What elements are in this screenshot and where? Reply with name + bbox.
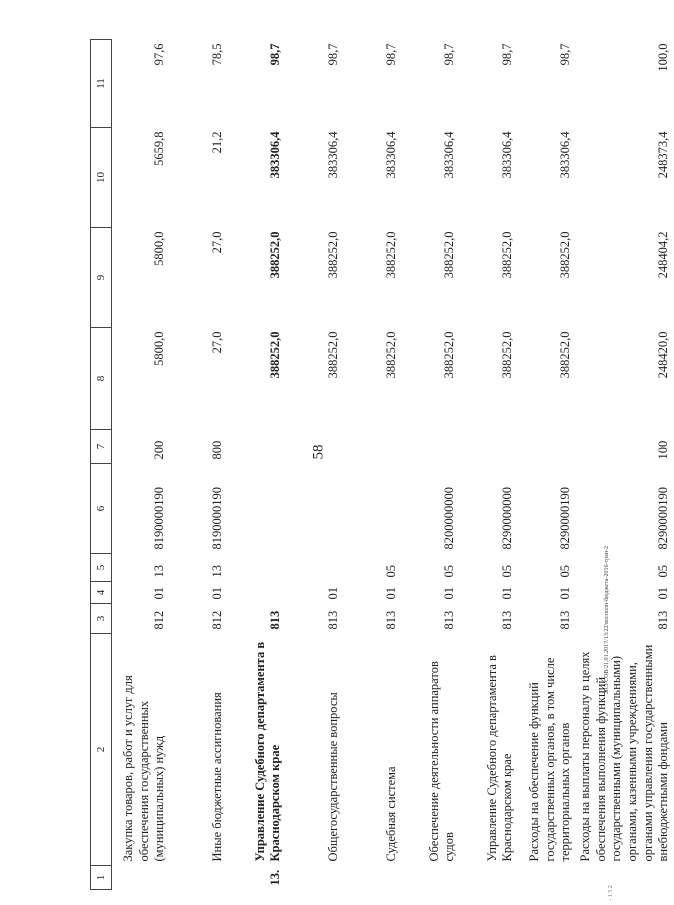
table-row	[460, 40, 518, 890]
cell-c3: 812	[210, 610, 225, 630]
table-row	[228, 40, 286, 890]
cell-num	[170, 866, 228, 890]
cell-c3: 813	[500, 610, 515, 630]
cell-c6	[228, 464, 286, 554]
cell-c5: 13	[152, 565, 167, 578]
table-row	[344, 40, 402, 890]
cell-num	[460, 866, 518, 890]
cell-c9: 27,0	[210, 231, 225, 254]
cell-c9: 248404,2	[656, 231, 671, 279]
cell-name: Расходы на обеспечение функций государственных органов, в том числе территориальных органов	[527, 657, 573, 862]
cell-c3: 813	[558, 610, 573, 630]
table-row	[518, 40, 576, 890]
cell-num	[344, 866, 402, 890]
cell-c5: 05	[442, 565, 457, 578]
cell-c4: 01	[384, 587, 399, 600]
cell-c9: 388252,0	[268, 231, 283, 279]
cell-c11: 98,7	[558, 43, 573, 66]
cell-c11: 98,7	[268, 43, 283, 66]
cell-c6: 8200000000	[442, 487, 457, 550]
cell-num	[402, 866, 460, 890]
cell-c9: 388252,0	[442, 231, 457, 279]
footer-text: 20.3/СОВ/21.01.2017/13:22/восполн-бюджета-2016-тран-2	[604, 545, 610, 695]
cell-c3: 813	[656, 610, 671, 630]
cell-c11: 98,7	[442, 43, 457, 66]
column-header-8: 8	[91, 328, 112, 430]
table-row	[286, 40, 344, 890]
cell-c4: 01	[500, 587, 515, 600]
cell-c6: 8190000190	[152, 487, 167, 550]
cell-c10: 383306,4	[326, 131, 341, 179]
cell-c7	[460, 430, 518, 464]
cell-name: Обеспечение деятельности аппаратов судов	[426, 661, 457, 862]
cell-c7: 200	[152, 440, 167, 460]
cell-name: Общегосударственные вопросы	[326, 692, 341, 862]
cell-c8: 388252,0	[384, 331, 399, 379]
cell-c6: 8290000190	[656, 487, 671, 550]
cell-c10: 248373,4	[656, 131, 671, 179]
column-header-9: 9	[91, 228, 112, 328]
cell-c6: 8290000000	[500, 487, 515, 550]
column-header-7: 7	[91, 430, 112, 464]
cell-c3: 813	[442, 610, 457, 630]
cell-c8: 388252,0	[558, 331, 573, 379]
cell-num	[576, 866, 674, 890]
cell-c10: 383306,4	[268, 131, 283, 179]
cell-c3: 813	[326, 610, 341, 630]
cell-c4: 01	[210, 587, 225, 600]
cell-c9: 5800,0	[152, 231, 167, 266]
cell-c11: 98,7	[326, 43, 341, 66]
cell-name: Судебная система	[384, 766, 399, 862]
column-header-10: 10	[91, 128, 112, 228]
cell-c7	[402, 430, 460, 464]
cell-c7	[344, 430, 402, 464]
cell-name: Управление Судебного департамента в Краснодарском крае	[484, 655, 515, 862]
cell-c8: 388252,0	[326, 331, 341, 379]
cell-num	[518, 866, 576, 890]
cell-c5: 05	[656, 565, 671, 578]
cell-c9: 388252,0	[500, 231, 515, 279]
cell-name: Закупка товаров, работ и услуг для обеспечения государственных (муниципальных) нужд	[121, 675, 167, 862]
cell-c11: 98,7	[384, 43, 399, 66]
cell-c3: 813	[268, 610, 283, 630]
cell-c8: 5800,0	[152, 331, 167, 366]
cell-c5	[228, 554, 286, 582]
cell-c7	[286, 430, 344, 464]
cell-num	[286, 866, 344, 890]
cell-c10: 383306,4	[558, 131, 573, 179]
column-header-5: 5	[91, 554, 112, 582]
cell-c4: 01	[656, 587, 671, 600]
corner-text: - 1 5 2	[608, 885, 614, 901]
cell-c11: 78,5	[210, 43, 225, 66]
cell-c7	[518, 430, 576, 464]
cell-c5: 05	[558, 565, 573, 578]
cell-c8: 27,0	[210, 331, 225, 354]
cell-c6: 8190000190	[210, 487, 225, 550]
cell-c9: 388252,0	[326, 231, 341, 279]
column-header-2: 2	[91, 634, 112, 866]
column-header-4: 4	[91, 582, 112, 604]
column-header-1: 1	[91, 866, 112, 890]
cell-num: 13.	[268, 869, 283, 886]
cell-c9: 388252,0	[384, 231, 399, 279]
column-header-11: 11	[91, 40, 112, 128]
cell-c10: 21,2	[210, 131, 225, 154]
cell-c9: 388252,0	[558, 231, 573, 279]
cell-c10: 5659,8	[152, 131, 167, 166]
cell-c8: 388252,0	[268, 331, 283, 379]
table-row	[402, 40, 460, 890]
cell-c7	[228, 430, 286, 464]
cell-num	[112, 866, 171, 890]
table-row	[576, 40, 674, 890]
cell-c8: 248420,0	[656, 331, 671, 379]
cell-c10: 383306,4	[442, 131, 457, 179]
cell-c8: 388252,0	[500, 331, 515, 379]
cell-c4: 01	[326, 587, 341, 600]
column-header-6: 6	[91, 464, 112, 554]
cell-name: Управление Судебного департамента в Краснодарском крае	[252, 641, 283, 862]
cell-c5: 05	[500, 565, 515, 578]
cell-c4: 01	[558, 587, 573, 600]
cell-c3: 812	[152, 610, 167, 630]
cell-c5: 05	[384, 565, 399, 578]
cell-c5: 13	[210, 565, 225, 578]
cell-c8: 388252,0	[442, 331, 457, 379]
table-body	[112, 40, 674, 890]
cell-c10: 383306,4	[500, 131, 515, 179]
column-header-3: 3	[91, 604, 112, 634]
cell-name: Расходы на выплаты персоналу в целях обеспечения выполнения функций государственными (муниципальными) органами, казенными учреждениями, органами управления государственными внебюджетными фондами	[578, 644, 671, 862]
budget-table	[90, 39, 674, 890]
cell-c6	[344, 464, 402, 554]
cell-c6	[286, 464, 344, 554]
cell-c3: 813	[384, 610, 399, 630]
cell-c4: 01	[152, 587, 167, 600]
cell-c6: 8290000190	[558, 487, 573, 550]
table-row	[170, 40, 228, 890]
cell-c7: 100	[656, 440, 671, 460]
cell-c11: 97,6	[152, 43, 167, 66]
cell-c10: 383306,4	[384, 131, 399, 179]
cell-c4: 01	[442, 587, 457, 600]
cell-c11: 98,7	[500, 43, 515, 66]
cell-c7: 800	[210, 440, 225, 460]
cell-c4	[228, 582, 286, 604]
cell-c11: 100,0	[656, 43, 671, 72]
cell-c5	[286, 554, 344, 582]
page-number: 58	[310, 444, 327, 460]
cell-name: Иные бюджетные ассигнования	[210, 692, 225, 862]
table-row	[112, 40, 171, 890]
header-row	[91, 40, 112, 890]
